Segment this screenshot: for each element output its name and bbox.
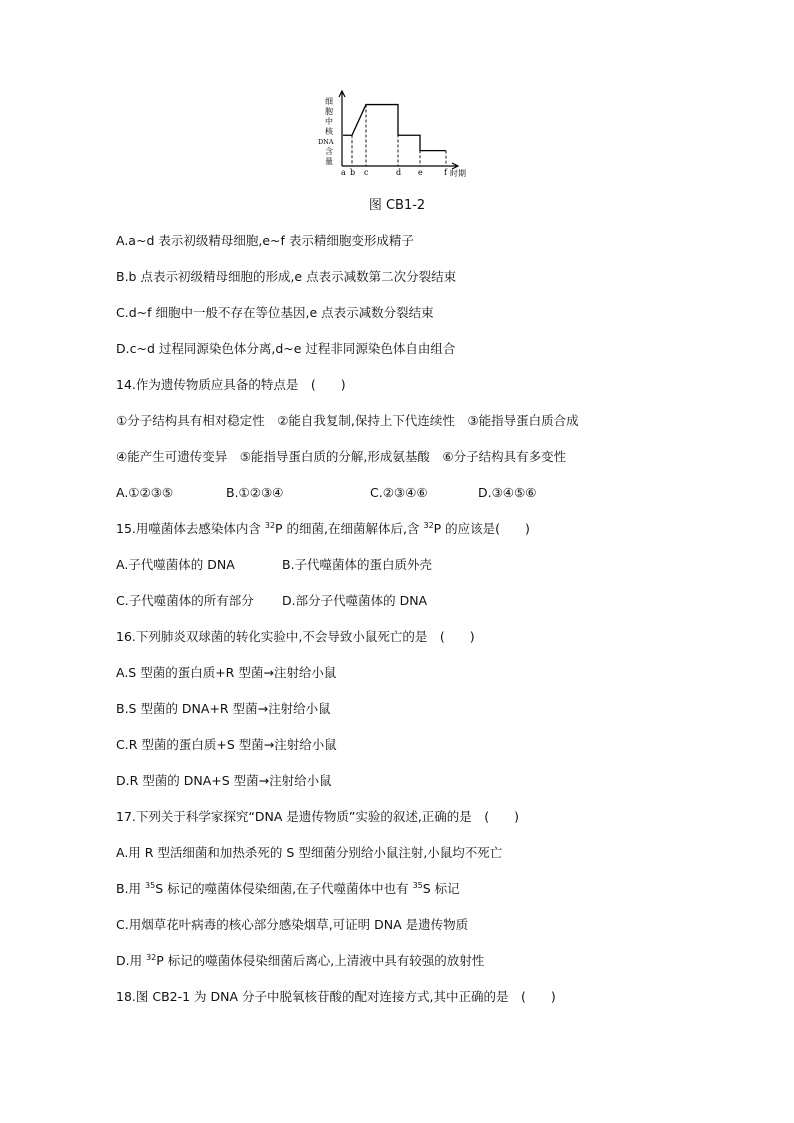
q15-stem-part: P 的应该是( ) [433, 521, 530, 536]
q13-option-c: C.d~f 细胞中一般不存在等位基因,e 点表示减数分裂结束 [116, 305, 434, 320]
x-tick-label-a: a [341, 168, 346, 177]
q14-option-c: C.②③④⑥ [370, 485, 428, 500]
y-axis-label-char: 细 [325, 97, 333, 106]
q15-option-d: D.部分子代噬菌体的 DNA [282, 593, 428, 608]
figure-caption: 图 CB1-2 [368, 198, 426, 213]
isotope-superscript: 32 [146, 953, 157, 962]
isotope-superscript: 32 [423, 521, 434, 530]
q16-option-a: A.S 型菌的蛋白质+R 型菌→注射给小鼠 [116, 665, 337, 680]
q14-items-2: ④能产生可遗传变异 ⑤能指导蛋白质的分解,形成氨基酸 ⑥分子结构具有多变性 [116, 449, 567, 464]
x-tick-label-e: e [418, 168, 423, 177]
q14-stem: 14.作为遗传物质应具备的特点是 ( ) [116, 377, 346, 392]
q15-stem [116, 521, 530, 537]
q15-option-b: B.子代噬菌体的蛋白质外壳 [282, 557, 433, 572]
q14-items-1: ①分子结构具有相对稳定性 ②能自我复制,保持上下代连续性 ③能指导蛋白质合成 [116, 413, 579, 428]
y-axis-label-char: DNA [318, 138, 334, 146]
x-tick-label-b: b [350, 168, 356, 177]
q17-option-b-part: B.用 [116, 881, 146, 896]
q15-stem-part: 15.用噬菌体去感染体内含 [116, 521, 265, 536]
q13-option-a: A.a~d 表示初级精母细胞,e~f 表示精细胞变形成精子 [116, 233, 414, 248]
q17-option-c: C.用烟草花叶病毒的核心部分感染烟草,可证明 DNA 是遗传物质 [116, 917, 469, 932]
q15-stem-part: P 的细菌,在细菌解体后,含 [275, 521, 424, 536]
q17-option-d [116, 953, 484, 969]
x-tick-label-f: f [444, 168, 447, 177]
q17-option-b-part: S 标记 [422, 881, 460, 896]
q15-option-a: A.子代噬菌体的 DNA [116, 557, 235, 572]
q14-option-d: D.③④⑤⑥ [478, 485, 537, 500]
dna-content-line [343, 105, 446, 151]
isotope-superscript: 32 [264, 521, 276, 530]
isotope-superscript: 35 [145, 881, 156, 890]
x-tick-label-c: c [364, 168, 369, 177]
isotope-superscript: 35 [412, 881, 423, 890]
q17-option-d-part: P 标记的噬菌体侵染细菌后离心,上清液中具有较强的放射性 [156, 953, 485, 968]
y-axis-label-char: 核 [325, 127, 333, 136]
y-axis-label-char: 含 [325, 147, 333, 156]
q16-stem: 16.下列肺炎双球菌的转化实验中,不会导致小鼠死亡的是 ( ) [116, 629, 475, 644]
q18-stem: 18.图 CB2-1 为 DNA 分子中脱氧核苷酸的配对连接方式,其中正确的是 ( ) [116, 989, 556, 1004]
q17-option-b-part: S 标记的噬菌体侵染细菌,在子代噬菌体中也有 [155, 881, 413, 896]
q13-option-d: D.c~d 过程同源染色体分离,d~e 过程非同源染色体自由组合 [116, 341, 456, 356]
q17-option-b [116, 881, 460, 897]
q16-option-c: C.R 型菌的蛋白质+S 型菌→注射给小鼠 [116, 737, 337, 752]
q17-stem: 17.下列关于科学家探究“DNA 是遗传物质”实验的叙述,正确的是 ( ) [116, 809, 520, 824]
y-axis-label-char: 中 [325, 117, 333, 126]
q14-option-b: B.①②③④ [226, 485, 284, 500]
y-axis-label-char: 量 [325, 157, 333, 166]
q16-option-b: B.S 型菌的 DNA+R 型菌→注射给小鼠 [116, 701, 331, 716]
chart-svg [318, 86, 478, 186]
x-tick-label-d: d [396, 168, 402, 177]
dna-content-chart [318, 86, 478, 186]
x-axis-label: 时期 [450, 169, 466, 178]
y-axis-label-char: 胞 [325, 107, 333, 116]
q17-option-a: A.用 R 型活细菌和加热杀死的 S 型细菌分别给小鼠注射,小鼠均不死亡 [116, 845, 503, 860]
q14-option-a: A.①②③⑤ [116, 485, 174, 500]
q13-option-b: B.b 点表示初级精母细胞的形成,e 点表示减数第二次分裂结束 [116, 269, 457, 284]
q15-option-c: C.子代噬菌体的所有部分 [116, 593, 254, 608]
q17-option-d-part: D.用 [116, 953, 147, 968]
q16-option-d: D.R 型菌的 DNA+S 型菌→注射给小鼠 [116, 773, 332, 788]
